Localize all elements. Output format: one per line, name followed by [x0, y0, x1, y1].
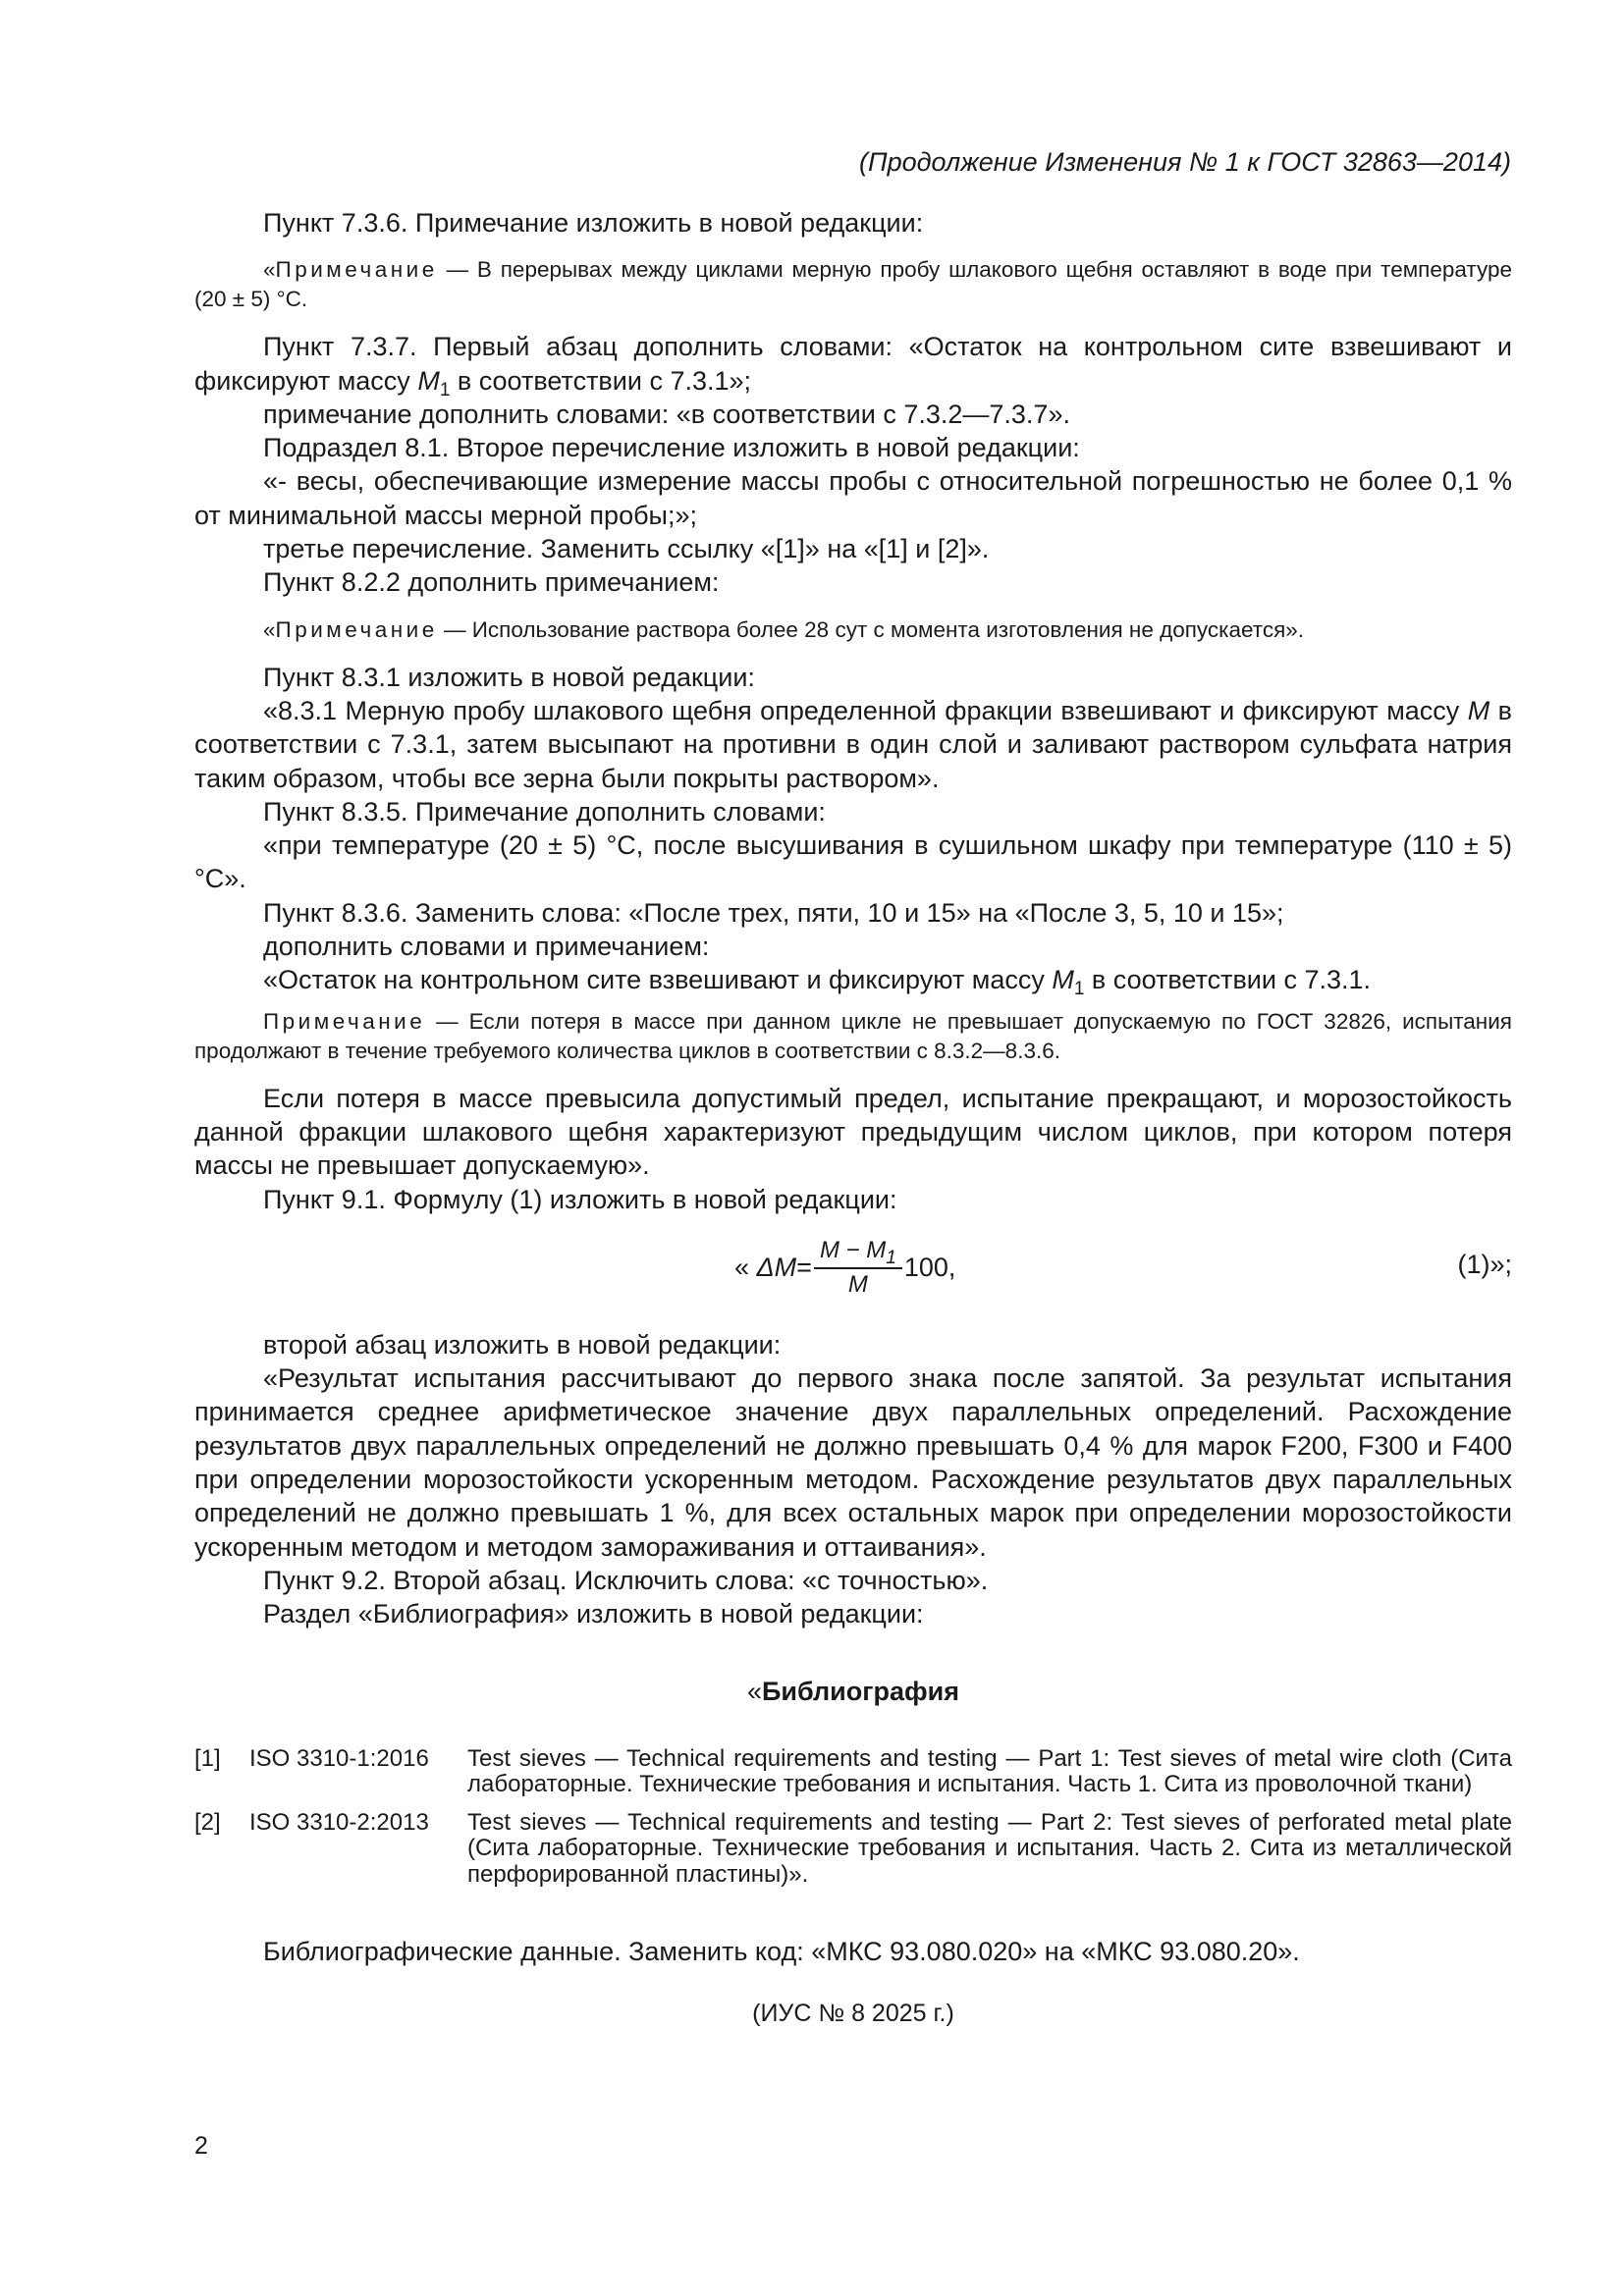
paragraph: Пункт 9.2. Второй абзац. Исключить слова: «с точностью». [263, 1565, 989, 1595]
formula: « ΔM = $\frac{M - M_1}{M}$ 100, [734, 1236, 955, 1301]
bibliography-code: ISO 3310-2:2013 [249, 1808, 429, 1836]
bibliography-entry [194, 1746, 1512, 1798]
paragraph: Если потеря в массе превысила допустимый предел, испытание прекращают, и морозостойкость данной фракции шлакового щебня характеризуют предыдущим числом циклов, при котором потеря массы не превышает допускаемую». [194, 1083, 1512, 1181]
paragraph: Пункт 8.2.2 дополнить примечанием: [263, 567, 720, 598]
paragraph: дополнить словами и примечанием: [263, 932, 710, 962]
bibliographic-data-paragraph: Библиографические данные. Заменить код: «МКС 93.080.020» на «МКС 93.080.20». [263, 1937, 1300, 1966]
paragraph: «8.3.1 Мерную пробу шлакового щебня определенной фракции взвешивают и фиксируют массу M в соответствии с 7.3.1, затем высыпают на противни в один слой и заливают раствором сульфата натрия таким образом, чтобы все зерна были покрыты раствором». [194, 695, 1512, 793]
note: Примечание — Если потеря в массе при данном цикле не превышает допускаемую по ГОСТ 32826, испытания продолжают в течение требуемого количества циклов в соответствии с 8.3.2—8.3.6. [194, 1008, 1512, 1063]
formula-fraction: $\frac{M - M_1}{M}$ [814, 1236, 902, 1301]
paragraph: Пункт 9.1. Формулу (1) изложить в новой редакции: [263, 1184, 897, 1214]
paragraph: Пункт 7.3.6. Примечание изложить в новой редакции: [263, 208, 924, 238]
bibliography-code: ISO 3310-1:2016 [249, 1744, 429, 1772]
page-number: 2 [194, 2132, 208, 2160]
paragraph: второй абзац изложить в новой редакции: [263, 1329, 782, 1360]
note-label: Примечание [275, 616, 438, 642]
formula-block [194, 1226, 1512, 1314]
paragraph: Пункт 8.3.1 изложить в новой редакции: [263, 662, 755, 692]
paragraph: Подраздел 8.1. Второе перечисление изложить в новой редакции: [263, 433, 1080, 463]
paragraph: «Остаток на контрольном сите взвешивают и фиксируют массу $M_1$ в соответствии с 7.3.1. [263, 965, 1372, 1000]
formula-lhs: ΔM [756, 1253, 797, 1283]
bibliography-text: Test sieves — Technical requirements and testing — Part 1: Test sieves of metal wire cloth (Сита лабораторные. Технические требования и испытания. Часть 1. Сита из проволочной ткани) [467, 1744, 1512, 1797]
running-header: (Продолжение Изменения № 1 к ГОСТ 32863—2014) [859, 147, 1511, 177]
note: «Примечание — В перерывах между циклами мерную пробу шлакового щебня оставляют в воде при температуре (20 ± 5) °С. [194, 257, 1512, 312]
bibliography-title: «Библиография [746, 1676, 959, 1706]
paragraph: «Результат испытания рассчитывают до первого знака после запятой. За результат испытания принимается среднее арифметическое значение двух параллельных определений. Расхождение результатов двух параллельных определений не должно превышать 0,4 % для марок F200, F300 и F400 при определении морозостойкости ускоренным методом. Расхождение результатов двух параллельных определений не должно превышать 1 %, для всех остальных марок при определении морозостойкости ускоренным методом и методом замораживания и оттаивания». [194, 1363, 1512, 1562]
ius-reference: (ИУС № 8 2025 г.) [752, 2000, 954, 2028]
paragraph: примечание дополнить словами: «в соответствии с 7.3.2—7.3.7». [263, 399, 1070, 429]
paragraph: Пункт 8.3.6. Заменить слова: «После трех, пяти, 10 и 15» на «После 3, 5, 10 и 15»; [263, 897, 1284, 928]
paragraph: Пункт 7.3.7. Первый абзац дополнить словами: «Остаток на контрольном сите взвешивают и фиксируют массу $M_1$ в соответствии с 7.3.1»; [194, 332, 1512, 400]
note: «Примечание — Использование раствора более 28 сут с момента изготовления не допускается». [263, 616, 1305, 642]
paragraph: «при температуре (20 ± 5) °С, после высушивания в сушильном шкафу при температуре (110 ± 5) °С». [194, 830, 1512, 894]
paragraph: «- весы, обеспечивающие измерение массы пробы с относительной погрешностью не более 0,1 % от минимальной массы мерной пробы;»; [194, 466, 1512, 530]
paragraph: Раздел «Библиография» изложить в новой редакции: [263, 1599, 924, 1629]
document-body [194, 206, 1512, 2028]
note-label: Примечание [275, 257, 438, 283]
bibliography-text: Test sieves — Technical requirements and testing — Part 2: Test sieves of perforated metal plate (Сита лабораторные. Технические требования и испытания. Часть 2. Сита из металлической перфорированной пластины)». [467, 1808, 1512, 1888]
paragraph: третье перечисление. Заменить ссылку «[1]» на «[1] и [2]». [263, 534, 990, 564]
bibliography-number: [2] [194, 1808, 221, 1836]
bibliography-entry [194, 1810, 1512, 1889]
paragraph: Пункт 8.3.5. Примечание дополнить словами: [263, 796, 826, 827]
note-label: Примечание [263, 1008, 426, 1034]
mass-symbol: M [417, 365, 440, 396]
bibliography-number: [1] [194, 1744, 221, 1772]
formula-number: (1)»; [1457, 1249, 1512, 1279]
